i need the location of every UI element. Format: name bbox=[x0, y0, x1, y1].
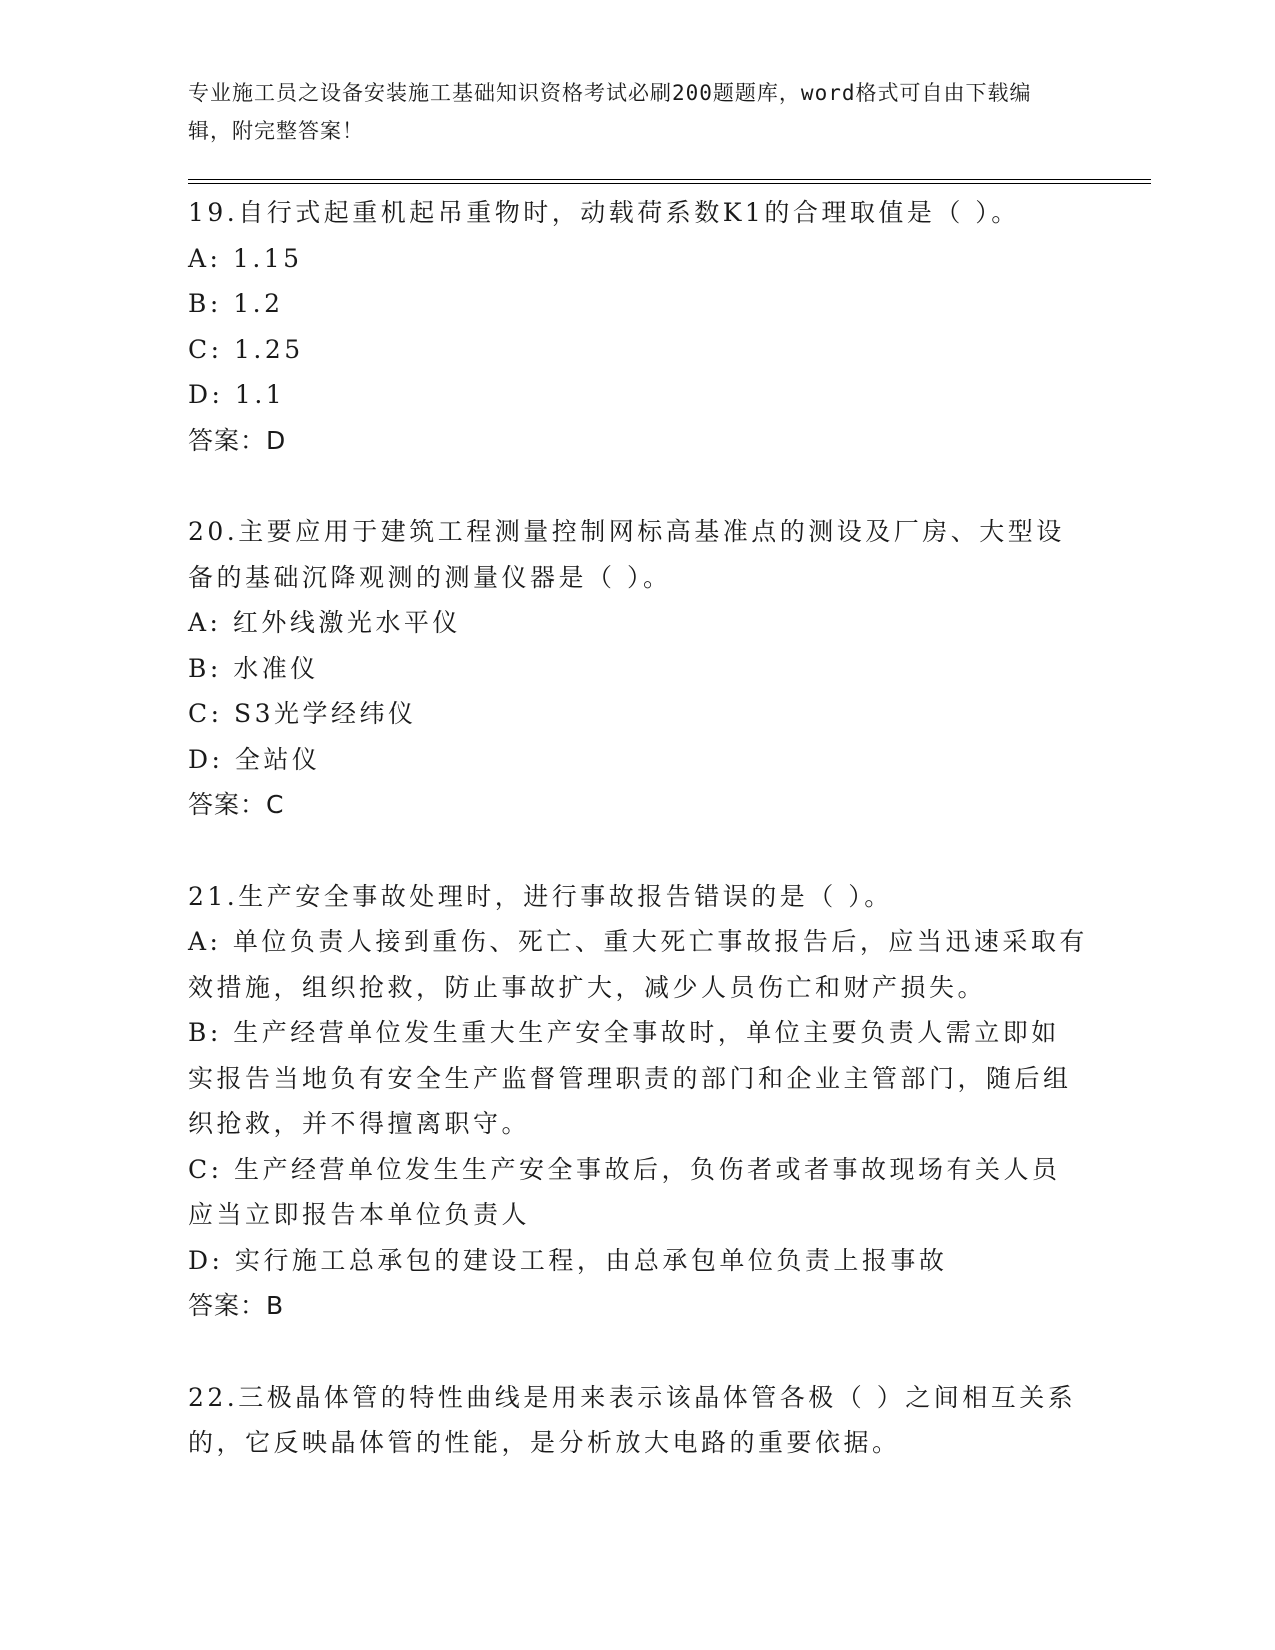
question-22 bbox=[188, 1375, 1088, 1466]
option-d: D: 全站仪 bbox=[188, 744, 321, 774]
answer-label: 答案：D bbox=[188, 425, 287, 455]
question-21 bbox=[188, 874, 1088, 1329]
option-c: C: 生产经营单位发生生产安全事故后，负伤者或者事故现场有关人员应当立即报告本单位负责人 bbox=[188, 1154, 1061, 1229]
option-b: B: 生产经营单位发生重大生产安全事故时，单位主要负责人需立即如实报告当地负有安全生产监督管理职责的部门和企业主管部门，随后组织抢救，并不得擅离职守。 bbox=[188, 1018, 1072, 1138]
option-b: B: 水准仪 bbox=[188, 653, 319, 683]
answer-label: 答案：B bbox=[188, 1291, 285, 1320]
option-a: A: 红外线激光水平仪 bbox=[188, 608, 461, 637]
document-header: 专业施工员之设备安装施工基础知识资格考试必刷200题题库，word格式可自由下载编辑，附完整答案！ bbox=[188, 81, 1032, 143]
question-20 bbox=[188, 509, 1088, 828]
option-d: D: 1.1 bbox=[188, 380, 286, 409]
question-text: 19.自行式起重机起吊重物时，动载荷系数K1的合理取值是（ ）。 bbox=[188, 198, 1020, 227]
question-list bbox=[188, 190, 1088, 1512]
option-a: A: 1.15 bbox=[188, 243, 303, 273]
option-b: B: 1.2 bbox=[188, 289, 284, 318]
answer-label: 答案：C bbox=[188, 790, 285, 819]
question-text: 21.生产安全事故处理时，进行事故报告错误的是（ ）。 bbox=[188, 881, 893, 911]
option-c: C: 1.25 bbox=[188, 334, 304, 364]
header-divider bbox=[188, 179, 1151, 184]
option-a: A: 单位负责人接到重伤、死亡、重大死亡事故报告后，应当迅速采取有效措施，组织抢救，防止事故扩大，减少人员伤亡和财产损失。 bbox=[188, 927, 1088, 1002]
question-text: 22.三极晶体管的特性曲线是用来表示该晶体管各极（ ）之间相互关系的，它反映晶体管的性能，是分析放大电路的重要依据。 bbox=[188, 1382, 1077, 1457]
option-d: D: 实行施工总承包的建设工程，由总承包单位负责上报事故 bbox=[188, 1245, 948, 1275]
question-text: 20.主要应用于建筑工程测量控制网标高基准点的测设及厂房、大型设备的基础沉降观测的测量仪器是（ ）。 bbox=[188, 517, 1065, 592]
option-c: C: S3光学经纬仪 bbox=[188, 699, 417, 728]
question-19 bbox=[188, 190, 1088, 463]
